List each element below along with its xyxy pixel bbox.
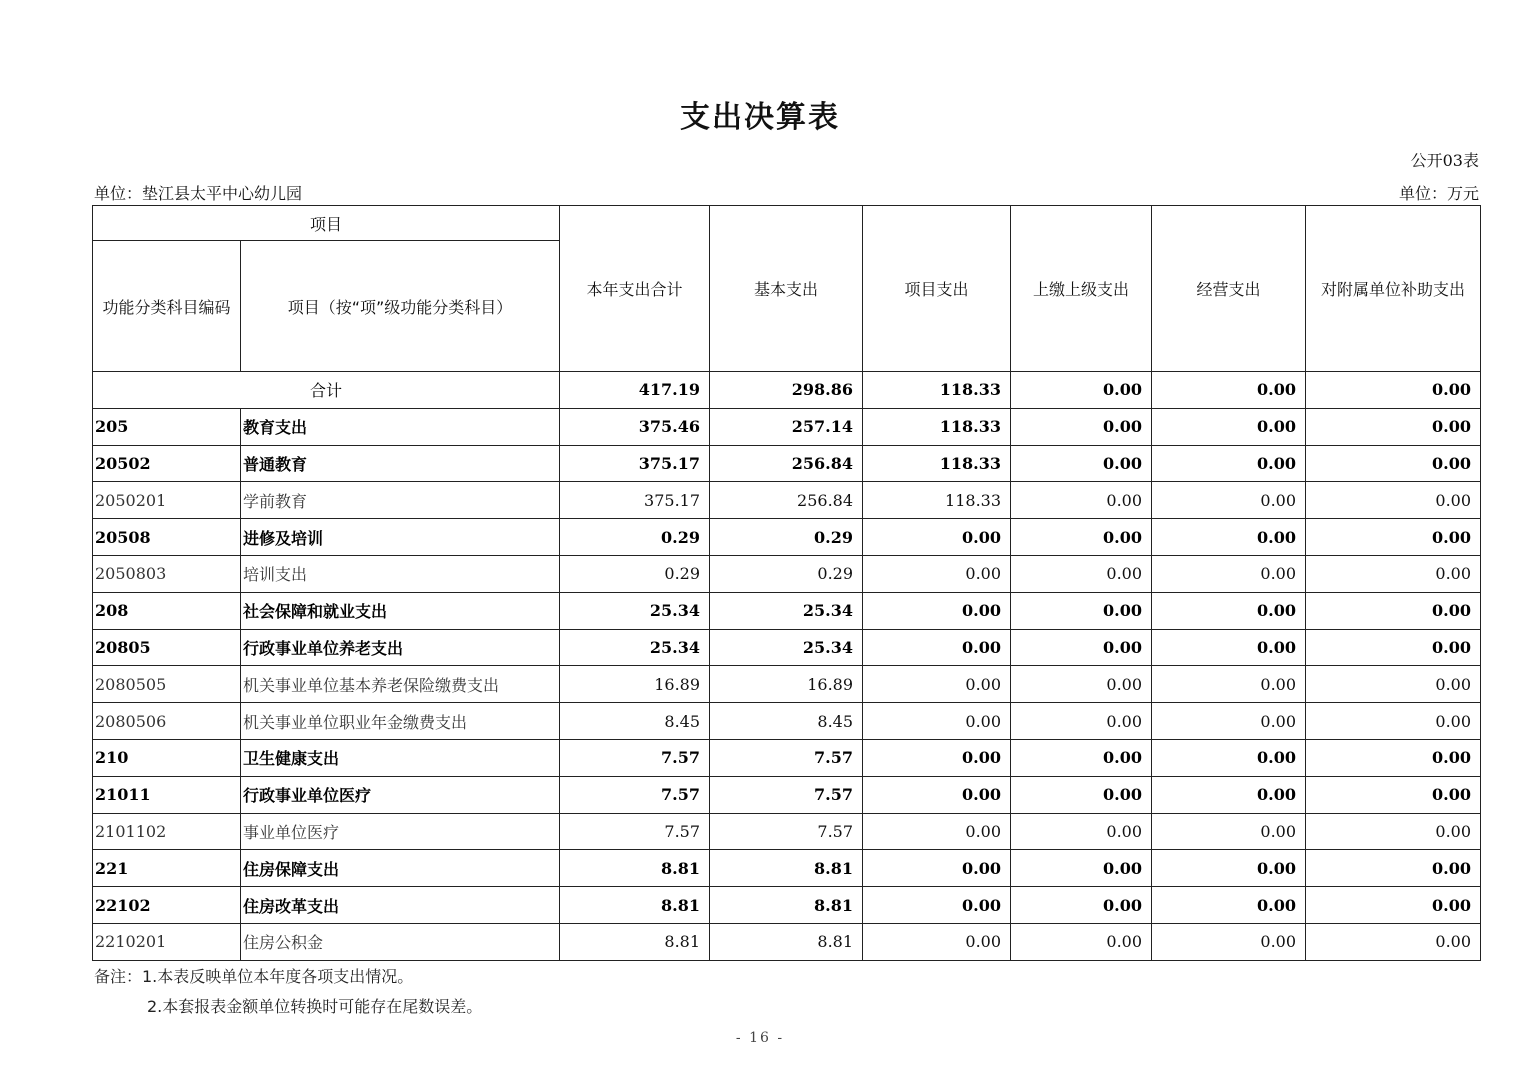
name-cell: 社会保障和就业支出	[241, 592, 560, 629]
code-cell: 205	[93, 408, 241, 445]
table-row	[93, 408, 1481, 445]
name-cell: 住房保障支出	[241, 850, 560, 887]
total-cell: 7.57	[560, 776, 710, 813]
note-line-1: 备注：1.本表反映单位本年度各项支出情况。	[94, 967, 414, 986]
basic-cell: 7.57	[710, 739, 863, 776]
code-cell: 20502	[93, 445, 241, 482]
total-cell: 375.46	[560, 408, 710, 445]
basic-cell: 8.45	[710, 703, 863, 740]
total-cell: 7.57	[560, 813, 710, 850]
subsidy-cell: 0.00	[1306, 592, 1481, 629]
name-cell: 机关事业单位基本养老保险缴费支出	[241, 666, 560, 703]
notes	[94, 962, 482, 1022]
total-cell: 8.45	[560, 703, 710, 740]
code-cell: 2101102	[93, 813, 241, 850]
total-cell: 7.57	[560, 739, 710, 776]
business-cell: 0.00	[1152, 887, 1306, 924]
table-row	[93, 592, 1481, 629]
basic-cell: 8.81	[710, 923, 863, 960]
header-upper-level: 上缴上级支出	[1011, 206, 1152, 372]
header-subsidy: 对附属单位补助支出	[1306, 206, 1481, 372]
upper-cell: 0.00	[1011, 555, 1152, 592]
subsidy-cell: 0.00	[1306, 923, 1481, 960]
total-cell: 8.81	[560, 850, 710, 887]
table-row	[93, 555, 1481, 592]
header-code: 功能分类科目编码	[93, 241, 241, 372]
upper-cell: 0.00	[1011, 372, 1152, 409]
subsidy-cell: 0.00	[1306, 445, 1481, 482]
basic-cell: 16.89	[710, 666, 863, 703]
subsidy-cell: 0.00	[1306, 629, 1481, 666]
code-cell: 20508	[93, 519, 241, 556]
project-cell: 0.00	[863, 813, 1011, 850]
name-cell: 事业单位医疗	[241, 813, 560, 850]
code-cell: 22102	[93, 887, 241, 924]
upper-cell: 0.00	[1011, 776, 1152, 813]
project-cell: 118.33	[863, 445, 1011, 482]
table-body	[93, 372, 1481, 961]
table-row	[93, 482, 1481, 519]
basic-cell: 0.29	[710, 519, 863, 556]
organization-unit: 单位：垫江县太平中心幼儿园	[94, 184, 303, 203]
subsidy-cell: 0.00	[1306, 813, 1481, 850]
project-cell: 118.33	[863, 372, 1011, 409]
table-row	[93, 739, 1481, 776]
header-basic: 基本支出	[710, 206, 863, 372]
basic-cell: 7.57	[710, 776, 863, 813]
upper-cell: 0.00	[1011, 482, 1152, 519]
business-cell: 0.00	[1152, 923, 1306, 960]
form-number: 公开03表	[1410, 151, 1479, 170]
business-cell: 0.00	[1152, 445, 1306, 482]
total-cell: 25.34	[560, 629, 710, 666]
business-cell: 0.00	[1152, 519, 1306, 556]
subsidy-cell: 0.00	[1306, 850, 1481, 887]
business-cell: 0.00	[1152, 482, 1306, 519]
total-label: 合计	[93, 372, 560, 409]
basic-cell: 256.84	[710, 445, 863, 482]
upper-cell: 0.00	[1011, 666, 1152, 703]
code-cell: 2210201	[93, 923, 241, 960]
project-cell: 0.00	[863, 629, 1011, 666]
table-row	[93, 850, 1481, 887]
code-cell: 21011	[93, 776, 241, 813]
table-row	[93, 445, 1481, 482]
code-cell: 2080506	[93, 703, 241, 740]
page-number: - 16 -	[735, 1030, 785, 1046]
table-row	[93, 519, 1481, 556]
project-cell: 0.00	[863, 555, 1011, 592]
business-cell: 0.00	[1152, 592, 1306, 629]
upper-cell: 0.00	[1011, 703, 1152, 740]
project-cell: 0.00	[863, 739, 1011, 776]
upper-cell: 0.00	[1011, 739, 1152, 776]
code-cell: 221	[93, 850, 241, 887]
subsidy-cell: 0.00	[1306, 555, 1481, 592]
name-cell: 普通教育	[241, 445, 560, 482]
upper-cell: 0.00	[1011, 592, 1152, 629]
business-cell: 0.00	[1152, 850, 1306, 887]
basic-cell: 257.14	[710, 408, 863, 445]
code-cell: 2050201	[93, 482, 241, 519]
subsidy-cell: 0.00	[1306, 887, 1481, 924]
code-cell: 20805	[93, 629, 241, 666]
subsidy-cell: 0.00	[1306, 776, 1481, 813]
code-cell: 2080505	[93, 666, 241, 703]
upper-cell: 0.00	[1011, 519, 1152, 556]
total-row	[93, 372, 1481, 409]
project-cell: 0.00	[863, 923, 1011, 960]
project-cell: 0.00	[863, 703, 1011, 740]
table-row	[93, 703, 1481, 740]
table-row	[93, 887, 1481, 924]
header-project-expenditure: 项目支出	[863, 206, 1011, 372]
name-cell: 卫生健康支出	[241, 739, 560, 776]
upper-cell: 0.00	[1011, 813, 1152, 850]
business-cell: 0.00	[1152, 666, 1306, 703]
header-name: 项目（按“项”级功能分类科目）	[241, 241, 560, 372]
total-cell: 25.34	[560, 592, 710, 629]
basic-cell: 7.57	[710, 813, 863, 850]
name-cell: 行政事业单位医疗	[241, 776, 560, 813]
total-cell: 8.81	[560, 887, 710, 924]
total-cell: 375.17	[560, 445, 710, 482]
subsidy-cell: 0.00	[1306, 372, 1481, 409]
basic-cell: 25.34	[710, 592, 863, 629]
upper-cell: 0.00	[1011, 629, 1152, 666]
code-cell: 208	[93, 592, 241, 629]
subsidy-cell: 0.00	[1306, 519, 1481, 556]
name-cell: 住房公积金	[241, 923, 560, 960]
currency-unit: 单位：万元	[1398, 184, 1479, 203]
project-cell: 0.00	[863, 850, 1011, 887]
header-business: 经营支出	[1152, 206, 1306, 372]
business-cell: 0.00	[1152, 703, 1306, 740]
basic-cell: 25.34	[710, 629, 863, 666]
total-cell: 417.19	[560, 372, 710, 409]
upper-cell: 0.00	[1011, 850, 1152, 887]
project-cell: 0.00	[863, 887, 1011, 924]
code-cell: 210	[93, 739, 241, 776]
basic-cell: 8.81	[710, 887, 863, 924]
project-cell: 0.00	[863, 519, 1011, 556]
basic-cell: 0.29	[710, 555, 863, 592]
project-cell: 118.33	[863, 482, 1011, 519]
name-cell: 教育支出	[241, 408, 560, 445]
table-row	[93, 776, 1481, 813]
table-row	[93, 813, 1481, 850]
total-cell: 0.29	[560, 519, 710, 556]
upper-cell: 0.00	[1011, 887, 1152, 924]
subsidy-cell: 0.00	[1306, 482, 1481, 519]
basic-cell: 298.86	[710, 372, 863, 409]
subsidy-cell: 0.00	[1306, 408, 1481, 445]
table-row	[93, 666, 1481, 703]
name-cell: 进修及培训	[241, 519, 560, 556]
table-row	[93, 629, 1481, 666]
business-cell: 0.00	[1152, 813, 1306, 850]
name-cell: 培训支出	[241, 555, 560, 592]
name-cell: 学前教育	[241, 482, 560, 519]
note-line-2: 2.本套报表金额单位转换时可能存在尾数误差。	[147, 997, 483, 1016]
business-cell: 0.00	[1152, 408, 1306, 445]
business-cell: 0.00	[1152, 372, 1306, 409]
subsidy-cell: 0.00	[1306, 666, 1481, 703]
upper-cell: 0.00	[1011, 923, 1152, 960]
header-total: 本年支出合计	[560, 206, 710, 372]
basic-cell: 8.81	[710, 850, 863, 887]
basic-cell: 256.84	[710, 482, 863, 519]
business-cell: 0.00	[1152, 739, 1306, 776]
total-cell: 0.29	[560, 555, 710, 592]
subsidy-cell: 0.00	[1306, 703, 1481, 740]
business-cell: 0.00	[1152, 629, 1306, 666]
document-title: 支出决算表	[680, 100, 840, 135]
project-cell: 118.33	[863, 408, 1011, 445]
project-cell: 0.00	[863, 592, 1011, 629]
total-cell: 8.81	[560, 923, 710, 960]
header-project: 项目	[93, 206, 560, 241]
expenditure-table	[92, 205, 1481, 961]
upper-cell: 0.00	[1011, 445, 1152, 482]
code-cell: 2050803	[93, 555, 241, 592]
total-cell: 375.17	[560, 482, 710, 519]
business-cell: 0.00	[1152, 776, 1306, 813]
name-cell: 行政事业单位养老支出	[241, 629, 560, 666]
name-cell: 住房改革支出	[241, 887, 560, 924]
total-cell: 16.89	[560, 666, 710, 703]
name-cell: 机关事业单位职业年金缴费支出	[241, 703, 560, 740]
subsidy-cell: 0.00	[1306, 739, 1481, 776]
table-row	[93, 923, 1481, 960]
business-cell: 0.00	[1152, 555, 1306, 592]
upper-cell: 0.00	[1011, 408, 1152, 445]
project-cell: 0.00	[863, 666, 1011, 703]
project-cell: 0.00	[863, 776, 1011, 813]
